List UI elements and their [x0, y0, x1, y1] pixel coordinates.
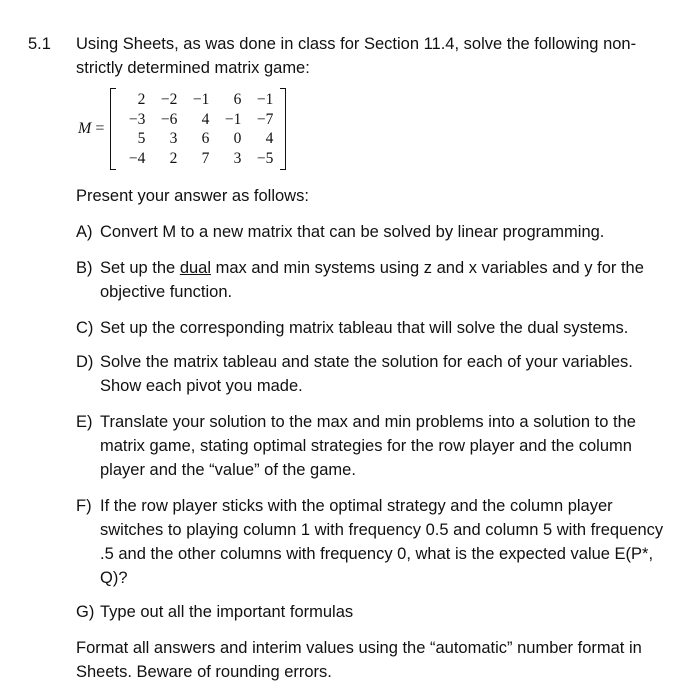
- matrix-cell: 6: [233, 91, 242, 108]
- item-text: Set up the corresponding matrix tableau that will solve the dual systems.: [100, 319, 629, 337]
- present-instructions: Present your answer as follows:: [76, 187, 309, 205]
- matrix-cell: 4: [265, 130, 274, 147]
- item-text: If the row player sticks with the optimal strategy and the column player switches to playing column 1 with frequency 0.5 and column 5 with frequency .5 and the other columns with frequency 0, what is the expected value E(P*, Q)?: [100, 497, 664, 587]
- closing-note: Format all answers and interim values using the “automatic” number format in Sheets. Beware of rounding errors.: [76, 639, 642, 681]
- matrix-cell: −2: [160, 91, 178, 108]
- matrix-cell: 2: [137, 91, 146, 108]
- item-f: [76, 494, 676, 590]
- matrix-cell: −3: [128, 110, 146, 128]
- matrix-cell: −5: [256, 149, 274, 167]
- matrix: [110, 88, 286, 170]
- item-letter: E): [76, 413, 93, 431]
- item-letter: F): [76, 497, 92, 515]
- problem-number: 5.1: [28, 35, 51, 53]
- matrix-cell: −1: [192, 91, 210, 108]
- matrix-cell: −6: [160, 110, 178, 128]
- item-text: Type out all the important formulas: [100, 603, 354, 621]
- matrix-cell: 6: [201, 130, 210, 147]
- item-text: Solve the matrix tableau and state the solution for each of your variables. Show each pivot you made.: [100, 353, 633, 395]
- matrix-table: [118, 90, 278, 168]
- matrix-equals: =: [95, 120, 105, 137]
- item-text: [100, 256, 676, 304]
- matrix-label: M: [78, 120, 92, 137]
- item-b: [76, 256, 676, 304]
- matrix-row: [118, 149, 278, 169]
- item-d: [76, 350, 676, 398]
- item-text-end: max and min systems using z and x variables and y for the objective function.: [100, 259, 644, 301]
- matrix-cell: 5: [137, 130, 146, 147]
- item-c: [76, 316, 676, 340]
- right-bracket: [280, 88, 286, 170]
- matrix-cell: −4: [128, 149, 146, 167]
- item-a: [76, 220, 676, 244]
- matrix-cell: −1: [224, 110, 242, 128]
- item-g: [76, 600, 676, 624]
- matrix-cell: 2: [169, 149, 178, 167]
- matrix-row: [118, 129, 278, 149]
- item-letter: B): [76, 259, 93, 277]
- item-letter: D): [76, 353, 94, 371]
- matrix-row: [118, 110, 278, 130]
- dual-underlined: dual: [179, 259, 212, 277]
- left-bracket: [110, 88, 116, 170]
- item-letter: C): [76, 319, 94, 337]
- item-letter: A): [76, 223, 93, 241]
- matrix-cell: 3: [233, 149, 242, 167]
- item-text: Translate your solution to the max and min problems into a solution to the matrix game, stating optimal strategies for the row player and the column player and the “value” of the game.: [100, 413, 636, 479]
- matrix-cell: −7: [256, 110, 274, 128]
- matrix-cell: 0: [233, 130, 242, 147]
- matrix-cell: 3: [169, 130, 178, 147]
- matrix-row: [118, 90, 278, 110]
- item-letter: G): [76, 603, 95, 621]
- matrix-cell: −1: [256, 91, 274, 108]
- item-text-start: Set up the: [100, 259, 180, 277]
- matrix-block: [78, 88, 286, 170]
- problem-intro: Using Sheets, as was done in class for Section 11.4, solve the following non-strictly determined matrix game:: [76, 35, 637, 77]
- item-e: [76, 410, 676, 482]
- matrix-cell: 4: [201, 110, 210, 128]
- matrix-cell: 7: [201, 149, 210, 167]
- item-text: Convert M to a new matrix that can be solved by linear programming.: [100, 223, 605, 241]
